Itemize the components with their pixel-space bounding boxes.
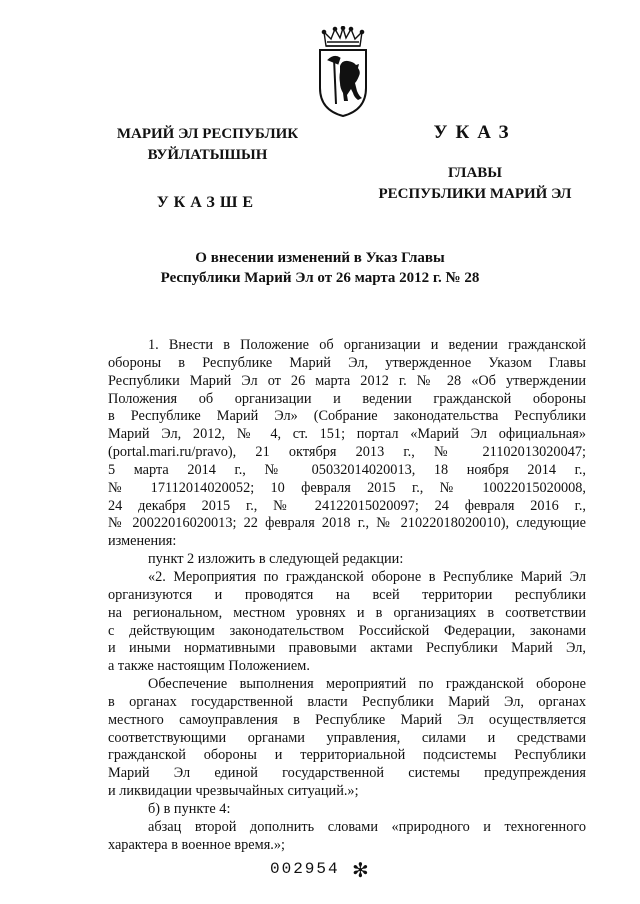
decree-title [120, 248, 520, 288]
body-line: характера в военное время.»; [108, 836, 285, 853]
body-line: 1. Внести в Положение об организации и ведении гражданской [148, 337, 586, 353]
header-left-title: УКАЗШЕ [156, 194, 259, 211]
body-line: обороны в Республике Марий Эл, утвержденное Указом Главы [108, 354, 586, 371]
body-line: Республики Марий Эл от 26 марта 2012 г. № 28 «Об утверждении [108, 372, 586, 389]
header-right-line2: ГЛАВЫ [447, 165, 503, 181]
header-right-block [360, 122, 590, 205]
body-line: и иными нормативными правовыми актами Республики Марий Эл, [108, 640, 586, 657]
body-line: местного самоуправления в Республике Марий Эл осуществляется [108, 711, 586, 728]
header-right-line3: РЕСПУБЛИКИ МАРИЙ ЭЛ [378, 186, 572, 202]
body-line: (portal.mari.ru/pravo), 21 октября 2013 г., № 21102013020047; [108, 444, 586, 461]
body-line: пункт 2 изложить в следующей редакции: [148, 551, 404, 568]
decree-title-line1: О внесении изменений в Указ Главы [195, 250, 445, 266]
body-line: Марий Эл единой государственной системы предупреждения [108, 765, 586, 782]
body-line: абзац второй дополнить словами «природного и техногенного [148, 818, 586, 835]
body-line: и ликвидации чрезвычайных ситуаций.»; [108, 783, 359, 800]
body-line: 24 декабря 2015 г., № 24122015020097; 24 февраля 2016 г., [108, 497, 586, 514]
header-left-line2: ВУЙЛАТЫШЫН [147, 147, 268, 163]
header-right-title: УКАЗ [433, 122, 517, 143]
body-line: на региональном, местном уровнях и в организациях в соответствии [108, 604, 586, 621]
serial-number: 002954 [270, 860, 340, 878]
decree-body [108, 337, 586, 854]
body-line: в Республике Марий Эл» (Собрание законодательства Республики [108, 408, 586, 425]
body-line: № 17112014020052; 10 февраля 2015 г., № 10022015020008, [108, 479, 586, 496]
body-line: «2. Мероприятия по гражданской обороне в Республике Марий Эл [148, 568, 586, 585]
body-line: соответствующими органами управления, силами и средствами [108, 729, 586, 746]
body-line: б) в пункте 4: [148, 800, 231, 817]
body-line: с действующим законодательством Российской Федерации, законами [108, 622, 586, 639]
asterisk-mark-icon: ✻ [352, 858, 369, 882]
body-line: Положения об организации и ведении гражданской обороны [108, 390, 586, 407]
header-left-block [100, 124, 315, 213]
body-line: гражданской обороны и территориальной подсистемы Республики [108, 747, 586, 764]
body-line: Обеспечение выполнения мероприятий по гражданской обороне [148, 676, 586, 693]
body-line: а также настоящим Положением. [108, 658, 310, 675]
coat-of-arms-emblem [314, 26, 372, 118]
body-line: № 20022016020013; 22 февраля 2018 г., № 21022018020010), следующие [108, 515, 586, 532]
decree-title-line2: Республики Марий Эл от 26 марта 2012 г. № 28 [160, 270, 480, 286]
body-line: 5 марта 2014 г., № 05032014020013, 18 ноября 2014 г., [108, 461, 586, 478]
body-line: организуются и проводятся на всей территории республики [108, 586, 586, 603]
header-left-line1: МАРИЙ ЭЛ РЕСПУБЛИК [116, 126, 299, 142]
crown-icon [322, 26, 363, 46]
body-line: в органах государственной власти Республики Марий Эл, органах [108, 693, 586, 710]
body-line: Марий Эл, 2012, № 4, ст. 151; портал «Марий Эл официальная» [108, 426, 586, 443]
body-line: изменения: [108, 533, 177, 550]
